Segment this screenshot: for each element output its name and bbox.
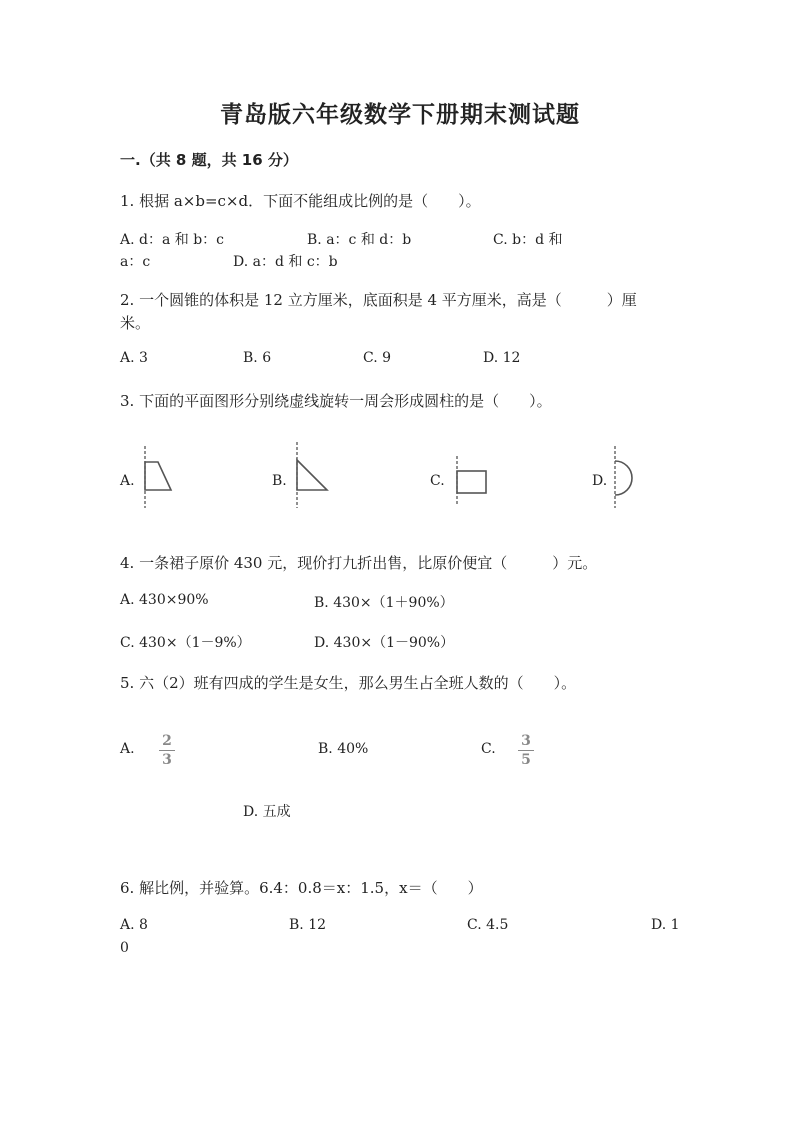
question-3-option-a[interactable]: A. [120, 473, 135, 489]
question-4-option-a[interactable]: A. 430×90% [120, 592, 209, 608]
question-1-option-c[interactable]: C. b：d 和 [493, 232, 563, 248]
semicircle-shape [615, 461, 632, 495]
fraction-three-fifths [518, 733, 534, 768]
question-6-option-c[interactable]: C. 4.5 [467, 917, 509, 933]
question-1-option-b[interactable]: B. a：c 和 d：b [307, 232, 412, 248]
question-5-option-c[interactable]: C. [481, 741, 496, 757]
rectangle-figure [450, 456, 490, 506]
fraction-two-thirds [159, 733, 175, 768]
page-title: 青岛版六年级数学下册期末测试题 [220, 102, 580, 128]
question-4-option-d[interactable]: D. 430×（1－90%） [314, 635, 455, 651]
question-6-option-d[interactable]: D. 1 [651, 917, 680, 933]
fraction-denominator: 3 [162, 752, 172, 768]
question-2-option-c[interactable]: C. 9 [363, 350, 392, 366]
question-5-option-d[interactable]: D. 五成 [243, 804, 291, 820]
question-2-option-a[interactable]: A. 3 [120, 350, 148, 366]
question-4-option-c[interactable]: C. 430×（1－9%） [120, 635, 251, 651]
question-2-option-b[interactable]: B. 6 [243, 350, 272, 366]
question-6-option-b[interactable]: B. 12 [289, 917, 327, 933]
semicircle-figure [609, 446, 639, 508]
question-5-option-a[interactable]: A. [120, 741, 135, 757]
question-2-stem-line-1: 2. 一个圆锥的体积是 12 立方厘米，底面积是 4 平方厘米，高是（ ）厘 [120, 291, 637, 309]
question-1-stem: 1. 根据 a×b=c×d．下面不能组成比例的是（ ）。 [120, 192, 481, 210]
question-6-option-d-continued: 0 [120, 940, 129, 956]
trapezoid-shape [145, 462, 171, 490]
fraction-numerator: 2 [162, 733, 172, 749]
question-5-stem: 5. 六（2）班有四成的学生是女生，那么男生占全班人数的（ ）。 [120, 674, 577, 692]
question-3-option-b[interactable]: B. [272, 473, 287, 489]
question-6-stem: 6. 解比例，并验算。6.4：0.8＝x：1.5，x＝（ ） [120, 879, 483, 897]
fraction-bar [159, 750, 175, 751]
question-3-stem: 3. 下面的平面图形分别绕虚线旋转一周会形成圆柱的是（ ）。 [120, 392, 552, 410]
question-5-option-b[interactable]: B. 40% [318, 741, 369, 757]
trapezoid-figure [138, 446, 178, 508]
section-heading: 一.（共 8 题，共 16 分） [120, 151, 298, 169]
question-6-option-a[interactable]: A. 8 [120, 917, 148, 933]
fraction-bar [518, 750, 534, 751]
question-4-option-b[interactable]: B. 430×（1＋90%） [314, 595, 454, 611]
question-3-option-d[interactable]: D. [592, 473, 608, 489]
question-1-option-c-continued: a：c [120, 254, 151, 270]
question-4-stem: 4. 一条裙子原价 430 元，现价打九折出售，比原价便宜（ ）元。 [120, 554, 598, 572]
question-3-option-c[interactable]: C. [430, 473, 445, 489]
triangle-figure [290, 442, 334, 508]
question-1-option-a[interactable]: A. d：a 和 b：c [120, 232, 225, 248]
question-1-option-d[interactable]: D. a：d 和 c：b [233, 254, 338, 270]
fraction-numerator: 3 [521, 733, 531, 749]
fraction-denominator: 5 [521, 752, 531, 768]
triangle-shape [297, 460, 327, 490]
question-2-option-d[interactable]: D. 12 [483, 350, 521, 366]
question-2-stem-line-2: 米。 [120, 314, 151, 332]
rectangle-shape [457, 471, 486, 493]
